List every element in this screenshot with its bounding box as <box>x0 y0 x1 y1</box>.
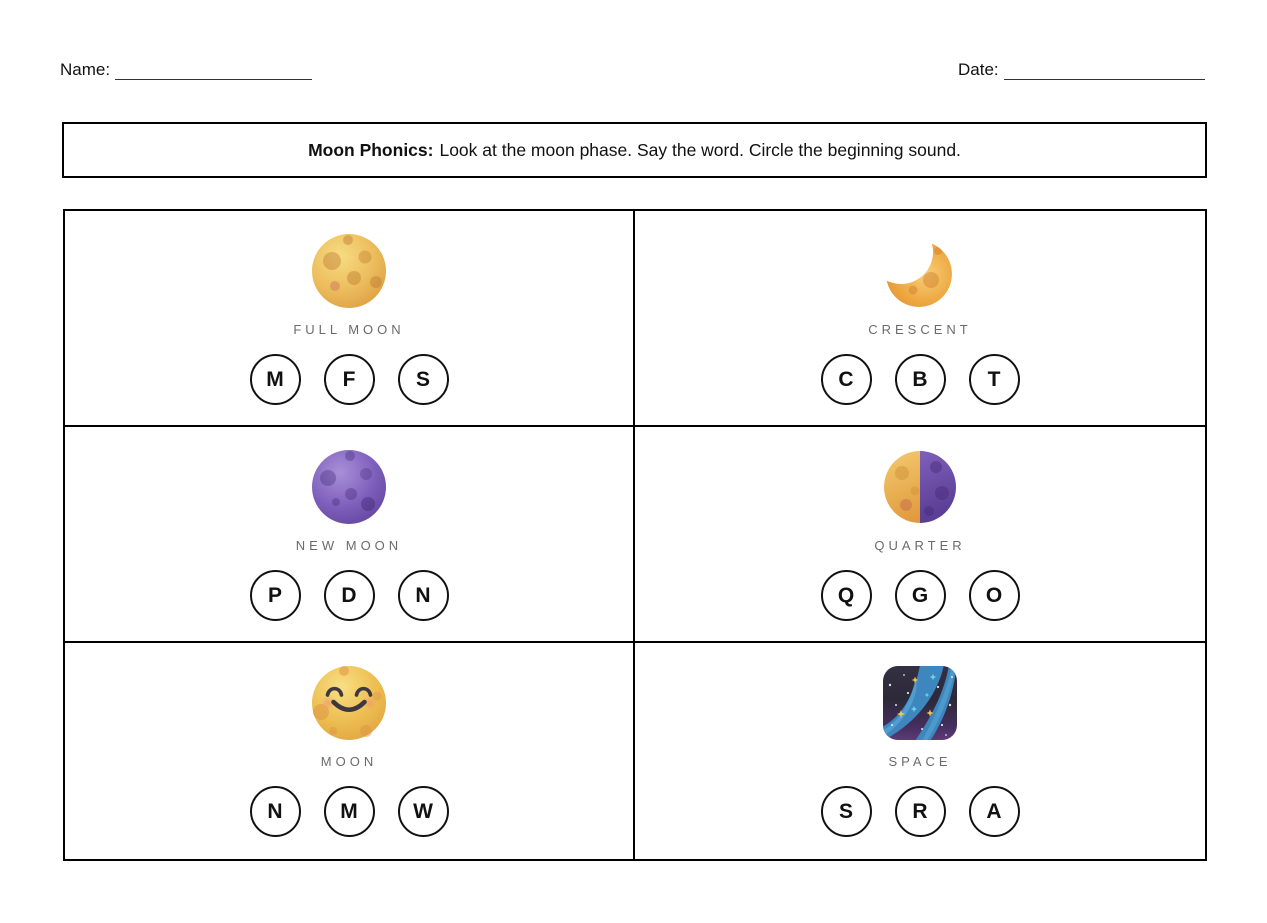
crescent-moon-emoji <box>882 233 958 309</box>
date-line[interactable] <box>1004 62 1205 80</box>
letter-options <box>821 570 1020 621</box>
letter-circle[interactable]: Q <box>821 570 872 621</box>
letter-options <box>821 786 1020 837</box>
card-label: QUARTER <box>874 538 966 553</box>
letter-circle[interactable]: B <box>895 354 946 405</box>
letter-circle[interactable]: R <box>895 786 946 837</box>
letter-circle[interactable]: O <box>969 570 1020 621</box>
moon-face-emoji <box>311 665 387 741</box>
phonics-card <box>65 211 635 427</box>
letter-options <box>250 570 449 621</box>
quarter-moon-emoji <box>882 449 958 525</box>
letter-options <box>250 786 449 837</box>
name-field <box>60 60 312 80</box>
letter-circle[interactable]: G <box>895 570 946 621</box>
letter-circle[interactable]: C <box>821 354 872 405</box>
phonics-card <box>65 427 635 643</box>
instructions-box <box>62 122 1207 178</box>
letter-circle[interactable]: P <box>250 570 301 621</box>
date-label: Date: <box>958 60 999 79</box>
letter-circle[interactable]: M <box>250 354 301 405</box>
letter-circle[interactable]: N <box>398 570 449 621</box>
card-label: SPACE <box>888 754 952 769</box>
letter-circle[interactable]: D <box>324 570 375 621</box>
phonics-card <box>635 643 1205 859</box>
name-label: Name: <box>60 60 111 79</box>
letter-circle[interactable]: A <box>969 786 1020 837</box>
card-label: MOON <box>320 754 378 769</box>
new-moon-emoji <box>311 449 387 525</box>
letter-options <box>250 354 449 405</box>
card-label: NEW MOON <box>295 538 403 553</box>
letter-circle[interactable]: S <box>821 786 872 837</box>
letter-circle[interactable]: M <box>324 786 375 837</box>
name-line[interactable] <box>115 62 312 80</box>
card-label: FULL MOON <box>293 322 405 337</box>
letter-circle[interactable]: N <box>250 786 301 837</box>
instructions-title: Moon Phonics: <box>308 139 434 160</box>
phonics-card <box>65 643 635 859</box>
full-moon-emoji <box>311 233 387 309</box>
letter-circle[interactable]: T <box>969 354 1020 405</box>
date-field <box>958 60 1205 80</box>
letter-circle[interactable]: F <box>324 354 375 405</box>
letter-circle[interactable]: W <box>398 786 449 837</box>
phonics-card <box>635 427 1205 643</box>
worksheet-grid <box>63 209 1207 861</box>
phonics-card <box>635 211 1205 427</box>
instructions-text: Look at the moon phase. Say the word. Circle the beginning sound. <box>439 139 961 160</box>
card-label: CRESCENT <box>868 322 972 337</box>
milky-way-emoji <box>882 665 958 741</box>
letter-circle[interactable]: S <box>398 354 449 405</box>
letter-options <box>821 354 1020 405</box>
